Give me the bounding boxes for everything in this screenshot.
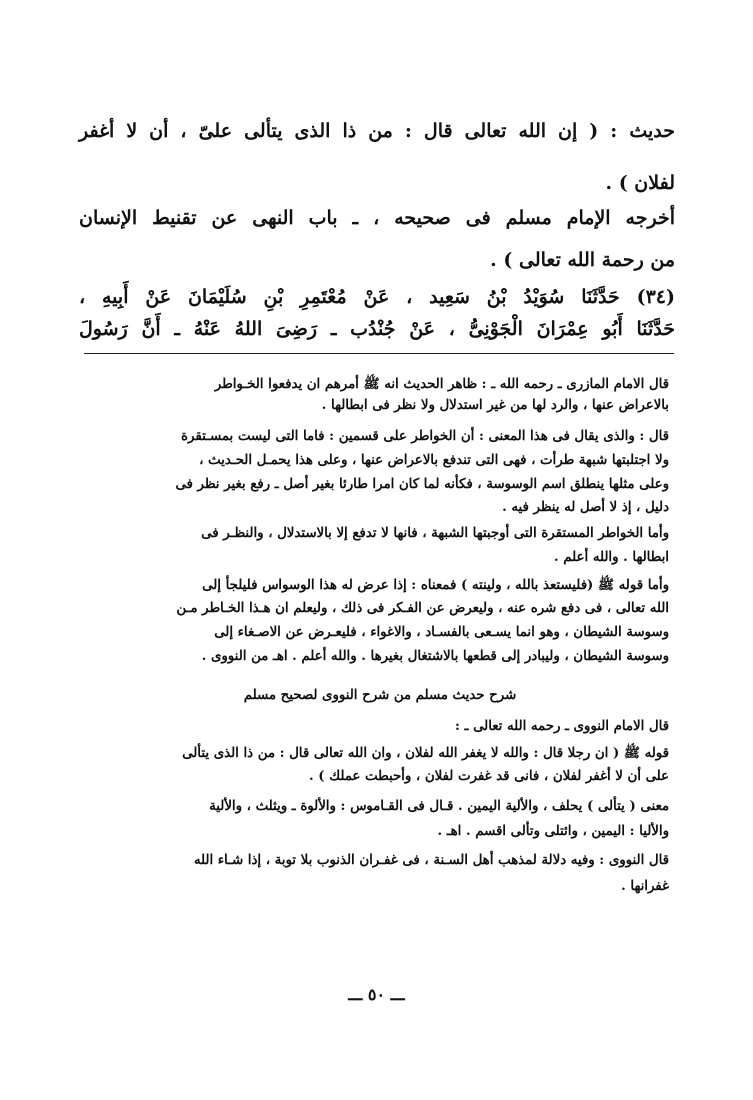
- footnote-line: وسوسة الشيطان ، وهو انما يسـعى بالفسـاد ، والاغواء ، فليعـرض عن الاصـغاء إلى: [214, 625, 669, 640]
- footnote-line: الله تعالى ، فى دفع شره عنه ، وليعرض عن الفـكر فى ذلك ، وليعلم ان هـذا الخـاطر مـن: [176, 601, 669, 616]
- footnote-line: ابطالها . والله أعلم .: [554, 550, 669, 565]
- footnote-line: على أن لا أغفر لفلان ، فانى قد غفرت لفلان ، وأحبطت عملك ) .: [308, 769, 669, 784]
- footnote-line: وسوسة الشيطان ، وليبادر إلى قطعها بالاشتغال بغيرها . والله أعلم . اهـ من النووى .: [201, 649, 669, 664]
- footnote-line: قوله ﷺ ( ان رجلا قال : والله لا يغفر الله لفلان ، وان الله تعالى قال : من ذا الذى يتألى: [182, 746, 669, 761]
- footnote-divider: [84, 353, 674, 354]
- footnote-line: قال الامام المازرى ـ رحمه الله ـ : ظاهر الحديث انه ﷺ أمرهم ان يدفعوا الخـواطر: [214, 377, 669, 392]
- footnote-line: قال : والذى يقال فى هذا المعنى : أن الخواطر على قسمين : فاما التى ليست بمسـتقرة: [181, 429, 669, 444]
- main-line-1: حديث : ( إن الله تعالى قال : من ذا الذى يتألى علىّ ، أن لا أغفر: [79, 120, 675, 142]
- main-line-6: حَدَّثَنَا أَبُو عِمْرَانَ الْجَوْنِىُّ ، عَنْ جُنْدُب ـ رَضِىَ اللهُ عَنْهُ ـ أَنَّ رَسُولَ: [79, 318, 675, 340]
- footnote-line: معنى ( يتألى ) يحلف ، والألية اليمين . قـال فى القـاموس : والألوة ـ ويثلث ، والألية: [209, 799, 669, 814]
- footnote-line: غفرانها .: [621, 879, 669, 894]
- footnote-line: قال الامام النووى ـ رحمه الله تعالى ـ :: [455, 719, 669, 734]
- footnote-line: وعلى مثلها ينطلق اسم الوسوسة ، فكأنه لما كان امرا طارئا بغير أصل ـ رفع بغير نظر فى: [175, 477, 669, 492]
- main-line-3: أخرجه الإمام مسلم فى صحيحه ، ـ باب النهى عن تقنيط الإنسان: [79, 207, 675, 229]
- footnote-line: ولا اجتلبتها شبهة طرأت ، فهى التى تندفع بالاعراض عنها ، وعلى هذا يحمـل الحـديث ،: [199, 453, 669, 468]
- footnote-line: دليل ، إذ لا أصل له ينظر فيه .: [502, 500, 669, 515]
- footnote-line: قال النووى : وفيه دلالة لمذهب أهل السـنة ، فى غفـران الذنوب بلا توبة ، إذا شـاء الله: [193, 853, 669, 868]
- main-line-4: من رحمة الله تعالى ) .: [490, 249, 675, 271]
- section-heading: شرح حديث مسلم من شرح النووى لصحيح مسلم: [243, 688, 517, 703]
- footnote-line: وأما الخواطر المستقرة التى أوجبتها الشبهة ، فانها لا تدفع إلا بالاستدلال ، والنظـر فى: [201, 526, 669, 541]
- main-line-2: لفلان ) .: [605, 172, 675, 194]
- footnote-line: بالاعراض عنها ، والرد لها من غير استدلال ولا نظر فى ابطالها .: [321, 398, 669, 413]
- footnote-line: وأما قوله ﷺ (فليستعذ بالله ، ولينته ) فمعناه : إذا عرض له هذا الوسواس فليلجأ إلى: [202, 578, 669, 593]
- page-number: ـــ ٥٠ ـــ: [348, 985, 405, 1004]
- main-line-5: (٣٤) حَدَّثَنَا سُوَيْدُ بْنُ سَعِيد ، عَنْ مُعْتَمِرِ بْنِ سُلَيْمَانَ عَنْ أَبِيهِ ،: [79, 286, 675, 308]
- footnote-line: والأليا : اليمين ، وائتلى وتألى اقسم . اهـ .: [437, 824, 669, 839]
